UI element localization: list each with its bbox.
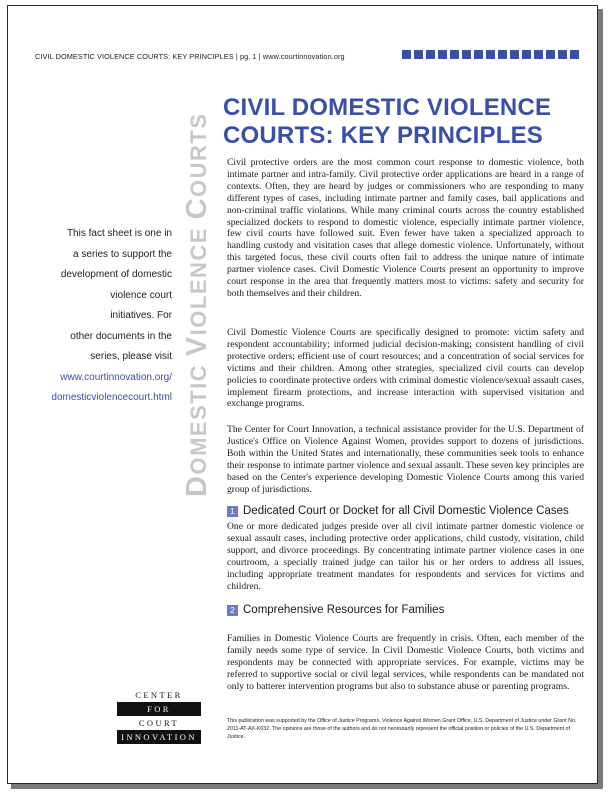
sidebar-line: development of domestic (60, 269, 172, 280)
square-icon (426, 50, 435, 59)
square-icon (486, 50, 495, 59)
square-icon (570, 50, 579, 59)
logo-word: CENTER (117, 688, 201, 702)
sidebar-link[interactable]: domesticviolencecourt.html (51, 392, 172, 403)
logo-word: FOR (117, 702, 201, 716)
sidebar-line: initiatives. For (110, 310, 172, 321)
running-head: CIVIL DOMESTIC VIOLENCE COURTS: KEY PRINCIPLES | pg. 1 | www.courtinnovation.org (35, 52, 345, 61)
square-icon (498, 50, 507, 59)
section-title: Dedicated Court or Docket for all Civil Domestic Violence Cases (243, 505, 569, 517)
square-icon (522, 50, 531, 59)
section-number-badge: 1 (227, 506, 238, 517)
body-paragraph-center: The Center for Court Innovation, a technical assistance provider for the U.S. Department of Justice's Office on Violence Against Women, provides support to dozens of jurisdictions. Both within the United States and internationally, these communities seek tools to enhance their response to intimate partner violence and sexual assault. These seven key principles are based on the Center's experience developing Domestic Violence Courts among this varied group of jurisdictions. (227, 424, 584, 495)
sidebar-line: This fact sheet is one in (66, 228, 172, 239)
sidebar-note (50, 224, 172, 409)
body-paragraph-section-1: One or more dedicated judges preside over all civil intimate partner domestic violence or sexual assault cases, including protective order applications, child custody, visitation, child support, and divorce proceedings. By concentrating intimate partner violence cases in one courtroom, a specially trained judge can tailor his or her orders to address all issues, including appropriate treatment mandates for respondents and services for victims and children. (227, 521, 584, 592)
center-for-court-innovation-logo (117, 688, 201, 744)
logo-word: INNOVATION (117, 730, 201, 744)
body-paragraph-design: Civil Domestic Violence Courts are specifically designed to promote: victim safety and respondent accountability; informed judicial decision-making; consistent handling of civil protective orders; efficient use of court resources; and a concentration of social services for victims and their children. Among other strategies, specialized civil courts can develop policies to coordinate protective orders with criminal domestic violence/sexual assault cases, implement firearm protections, and increase interaction with supervised visitation and exchange programs. (227, 327, 584, 410)
body-paragraph-section-2: Families in Domestic Violence Courts are frequently in crisis. Often, each member of the family needs some type of service. In Civil Domestic Violence Courts, both victims and respondents may be connected with appropriate services. For example, victims may be referred to supportive social or civil legal services, while respondents can be mandated not only to batterer intervention programs but also to substance abuse or parenting programs. (227, 633, 584, 692)
square-icon (534, 50, 543, 59)
square-icon (510, 50, 519, 59)
page-title (223, 94, 583, 150)
page-shadow-bottom (11, 784, 603, 789)
square-icon (474, 50, 483, 59)
square-icon (462, 50, 471, 59)
decorative-squares (402, 50, 579, 59)
page-shadow-right (598, 9, 603, 787)
square-icon (402, 50, 411, 59)
sidebar-line: series, please visit (90, 351, 172, 362)
square-icon (546, 50, 555, 59)
square-icon (558, 50, 567, 59)
square-icon (450, 50, 459, 59)
section-title: Comprehensive Resources for Families (243, 604, 445, 616)
title-line: CIVIL DOMESTIC VIOLENCE (223, 94, 552, 121)
sidebar-line: other documents in the (70, 330, 172, 342)
sidebar-line: a series to support the (73, 248, 172, 260)
sidebar-line: violence court (110, 289, 172, 301)
body-paragraph-intro: Civil protective orders are the most common court response to domestic violence, both intimate partner and intra-family. Civil protective order applications are heard in a range of contexts. Often, they are heard by judges or commissioners who are responding to many different types of cases, including intimate partner and family cases, bail applications and non-criminal traffic violations. While many criminal courts across the country established specialized dockets to respond to domestic violence, especially intimate partner violence, few civil courts have followed suit. Even fewer have taken a specialized approach to handling custody and visitation cases that allege domestic violence. Unfortunately, without this targeted focus, these civil courts often fail to address the unique nature of intimate partner violence cases. Civil Domestic Violence Courts present an opportunity to improve court response in the area that frequently matters most to victims: safety and security for both themselves and their children. (227, 157, 584, 299)
section-heading-2 (227, 604, 444, 616)
title-line: COURTS: KEY PRINCIPLES (223, 122, 543, 149)
square-icon (414, 50, 423, 59)
section-number-badge: 2 (227, 605, 238, 616)
logo-word: COURT (117, 716, 201, 730)
funding-footnote: This publication was supported by the Office of Justice Programs, Violence Against Women Grant Office, U.S. Department of Justice under Grant No. 2011-AT-AX-K032. The opinions are those of the authors and do not necessarily represent the official position or policies of the U.S. Department of Justice. (227, 718, 577, 740)
vertical-series-title: DOMESTIC VIOLENCE COURTS (181, 112, 213, 497)
section-heading-1 (227, 505, 569, 517)
square-icon (438, 50, 447, 59)
sidebar-link[interactable]: www.courtinnovation.org/ (60, 371, 172, 383)
